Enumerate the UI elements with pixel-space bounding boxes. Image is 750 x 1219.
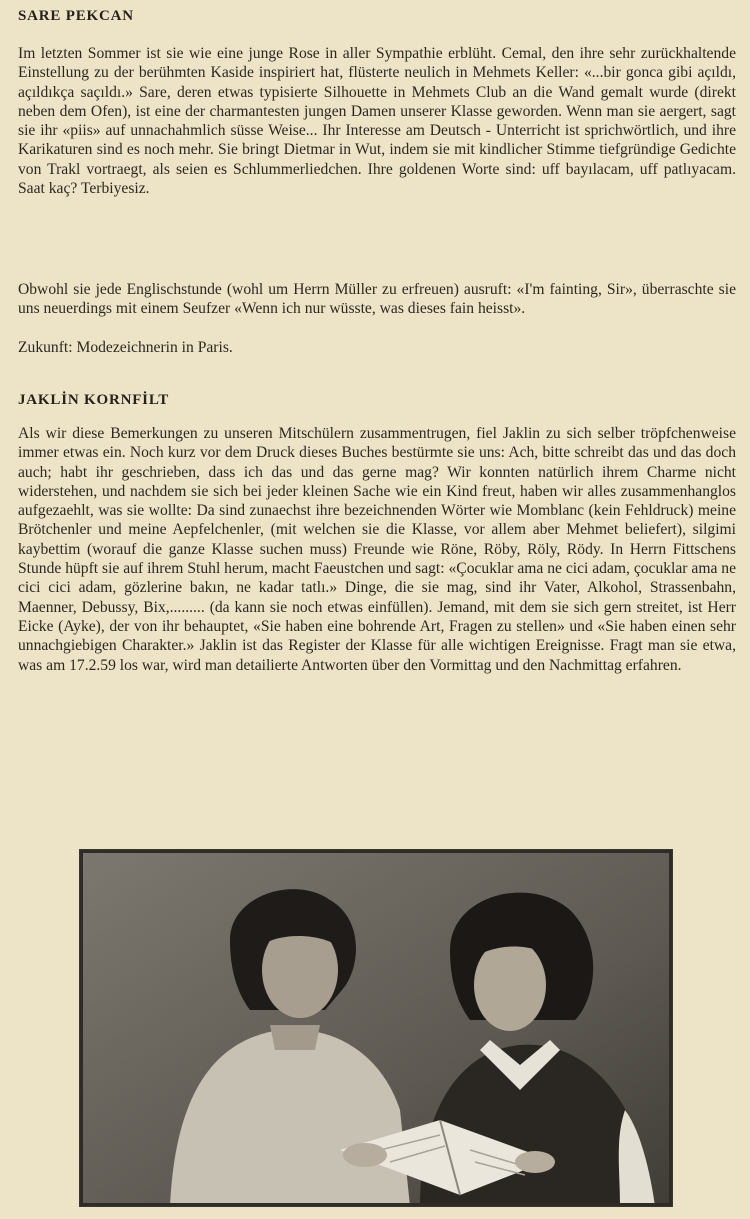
photo-illustration bbox=[80, 850, 672, 1206]
sare-paragraph-future: Zukunft: Modezeichnerin in Paris. bbox=[18, 339, 233, 356]
section-heading-sare-pekcan: SARE PEKCAN bbox=[18, 8, 134, 24]
sare-paragraph-main: Im letzten Sommer ist sie wie eine junge Rose in aller Sympathie erblüht. Cemal, den ihre sehr zurückhaltende Einstellung zu der berühmten Kaside inspiriert hat, flüsterte neulich in Mehmets Keller: «...bir gonca gibi açıldı, açıldıkça saçıldı.» Sare, deren etwas typisierte Silhouette in Mehmets Club an die Wand gemalt wurde (direkt neben dem Ofen), ist eine der charmantesten jungen Damen unserer Klasse geworden. Wenn man sie aergert, sagt sie ihr «piis» auf unnachahmlich süsse Weise... Ihr Interesse am Deutsch - Unterricht ist sprichwörtlich, und ihre Karikaturen sind es noch mehr. Sie bringt Dietmar in Wut, indem sie mit kindlicher Stimme tiefgründige Gedichte von Trakl vortraegt, als seien es Schlummerliedchen. Ihre goldenen Worte sind: uff bayılacam, uff patlıyacam. Saat kaç? Terbiyesiz. bbox=[18, 45, 736, 198]
sare-paragraph-english: Obwohl sie jede Englischstunde (wohl um Herrn Müller zu erfreuen) ausruft: «I'm fainting, Sir», überraschte sie uns neuerdings mit einem Seufzer «Wenn ich nur wüsste, was dieses fain heisst». bbox=[18, 281, 736, 318]
photo-two-girls-reading bbox=[79, 849, 673, 1207]
section-heading-jaklin-kornfilt: JAKLİN KORNFİLT bbox=[18, 392, 170, 408]
jaklin-paragraph: Als wir diese Bemerkungen zu unseren Mitschülern zusammentrugen, fiel Jaklin zu sich selber tröpfchenweise immer etwas ein. Noch kurz vor dem Druck dieses Buches bestürmte sie uns: Ach, bitte schreibt das und das doch auch; habt ihr geschrieben, dass ich das und das gerne mag? Wir konnten natürlich ihrem Charme nicht widerstehen, und nachdem sie sich bei jeder kleinen Sache wie ein Kind freut, haben wir alles zusammenhanglos aufgezaehlt, was sie wollte: Da sind zunaechst ihre bezeichnenden Wörter wie Momblanc (kein Fehldruck) meine Brötchenler und meine Aepfelchenler, (mit welchen sie die Klasse, vor allem aber Mehmet beliefert), silgimi kaybettim (worauf die ganze Klasse suchen muss) Freunde wie Röne, Röby, Röly, Rödy. In Herrn Fittschens Stunde hüpft sie auf ihrem Stuhl herum, macht Faeustchen und sagt: «Çocuklar ama ne cici adam, çocuklar ama ne cici cici adam, gözlerine bakın, ne kadar tatlı.» Dinge, die sie mag, sind ihr Vater, Alkohol, Strassenbahn, Maenner, Debussy, Bix,......... (da kann sie noch etwas einfüllen). Jemand, mit dem sie sich gern streitet, ist Herr Eicke (Ayke), der von ihr behauptet, «Sie haben eine bohrende Art, Fragen zu stellen» und «Sie haben einen sehr unnachgiebigen Charakter.» Jaklin ist das Register der Klasse für alle wichtigen Ereignisse. Fragt man sie etwa, was am 17.2.59 los war, wird man detailierte Antworten über den Vormittag und den Nachmittag erfahren. bbox=[18, 425, 736, 674]
